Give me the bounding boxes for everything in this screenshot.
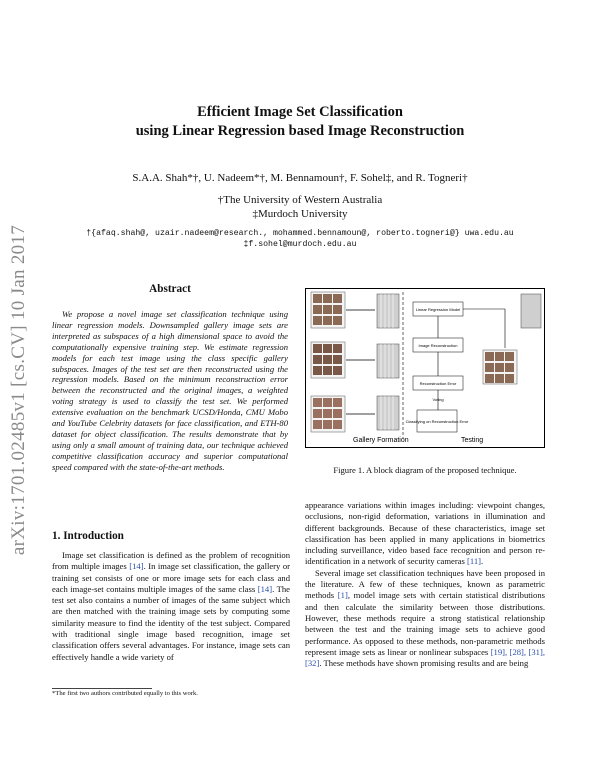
box-label: Voting (432, 397, 444, 402)
paragraph: Several image set classification techniques have been proposed in the literature. A few of these techniques, known as parametric methods [1], model image sets with certain statistical distributions and then calculate the similarity between those distributions. However, these methods require a strong statistical relationship between the test and the training image sets to achieve good performance. As opposed to these methods, non-parametric methods represent image sets as linear or nonlinear subspaces [19], [28], [31], [32]. These methods have shown promising results and are being (305, 567, 545, 669)
abstract-heading: Abstract (149, 283, 191, 295)
figure-block-diagram (305, 288, 545, 448)
citation-link[interactable]: [1] (337, 590, 348, 601)
box-label: Linear Regression Model (415, 307, 461, 312)
arxiv-stamp: arXiv:1701.02485v1 [cs.CV] 10 Jan 2017 (8, 224, 29, 556)
box-label: Classifying on Reconstruction Error (405, 419, 469, 424)
paragraph: appearance variations within images including: viewpoint changes, occlusions, non-rigid deformation, variations in illumination and different backgrounds. Because of these characteristics, image set classification has been applied in many applications in biometrics including surveillance, video based face recognition and person re-identification in a network of security cameras [11]. (305, 500, 545, 567)
footnote: *The first two authors contributed equally to this work. (52, 690, 198, 697)
affiliation-uwa: †The University of Western Australia (217, 194, 383, 206)
intro-heading: 1. Introduction (52, 530, 124, 542)
box-label: Reconstruction Error (419, 381, 457, 386)
testing-label: Testing (461, 437, 484, 444)
gallery-formation-label: Gallery Formation (353, 437, 409, 444)
citation-link[interactable]: [19], [28], [31], [32] (305, 646, 545, 669)
affiliation-murdoch: ‡Murdoch University (252, 208, 348, 220)
gallery-image-set-2 (311, 342, 345, 378)
footnote-rule (52, 688, 152, 689)
citation-link[interactable]: [14] (257, 583, 273, 594)
gallery-image-set-3 (311, 396, 345, 432)
figure-caption: Figure 1. A block diagram of the proposed technique. (333, 465, 517, 475)
box-label: Image Reconstruction (418, 343, 458, 348)
right-column-text (305, 500, 545, 669)
gallery-image-set-1 (311, 292, 345, 328)
paper-title-line2: using Linear Regression based Image Reconstruction (135, 123, 465, 139)
test-image-set (483, 350, 517, 384)
gallery-subspace-matrices (377, 294, 399, 430)
emails-uwa: †{afaq.shah@, uzair.nadeem@research., mohammed.bennamoun@, roberto.togneri@} uwa.edu.au (86, 229, 514, 238)
citation-link[interactable]: [11] (467, 556, 482, 567)
paper-title-line1: Efficient Image Set Classification (197, 104, 403, 120)
citation-link[interactable]: [14] (129, 561, 144, 572)
intro-paragraph: Image set classification is defined as the problem of recognition from multiple images [14]. In image set classification, the gallery or training set consists of one or more image sets for each class and each image-set contains multiple images of the same class [14]. The test set also contains a number of images of the same subject which are then matched with the training image sets by computing some similarity measure to find the identity of the test subject. Compared with traditional single image based recognition, image set classification offers several advantages. For instance, image sets can effectively handle a wide variety of (52, 550, 290, 662)
abstract-text: We propose a novel image set classification technique using linear regression models. Downsampled gallery image sets are interpreted as subspaces of a high dimensional space to avoid the computationally expensive training step. We estimate regression models for each test image using the class specific gallery subspaces. Images of the test set are then reconstructed using the regression models. Based on the minimum reconstruction error between the reconstructed and the original images, a weighted voting strategy is used to classify the test set. We performed extensive evaluation on the benchmark UCSD/Honda, CMU Mobo and YouTube Celebrity datasets for face classification, and ETH-80 dataset for object classification. The results demonstrate that by using only a small amount of training data, our technique achieved competitive classification accuracy and superior computational speed compared with the state-of-the-art methods. (52, 309, 288, 472)
email-murdoch: ‡f.sohel@murdoch.edu.au (243, 240, 357, 249)
authors: S.A.A. Shah*†, U. Nadeem*†, M. Bennamoun†, F. Sohel‡, and R. Togneri† (132, 172, 468, 184)
